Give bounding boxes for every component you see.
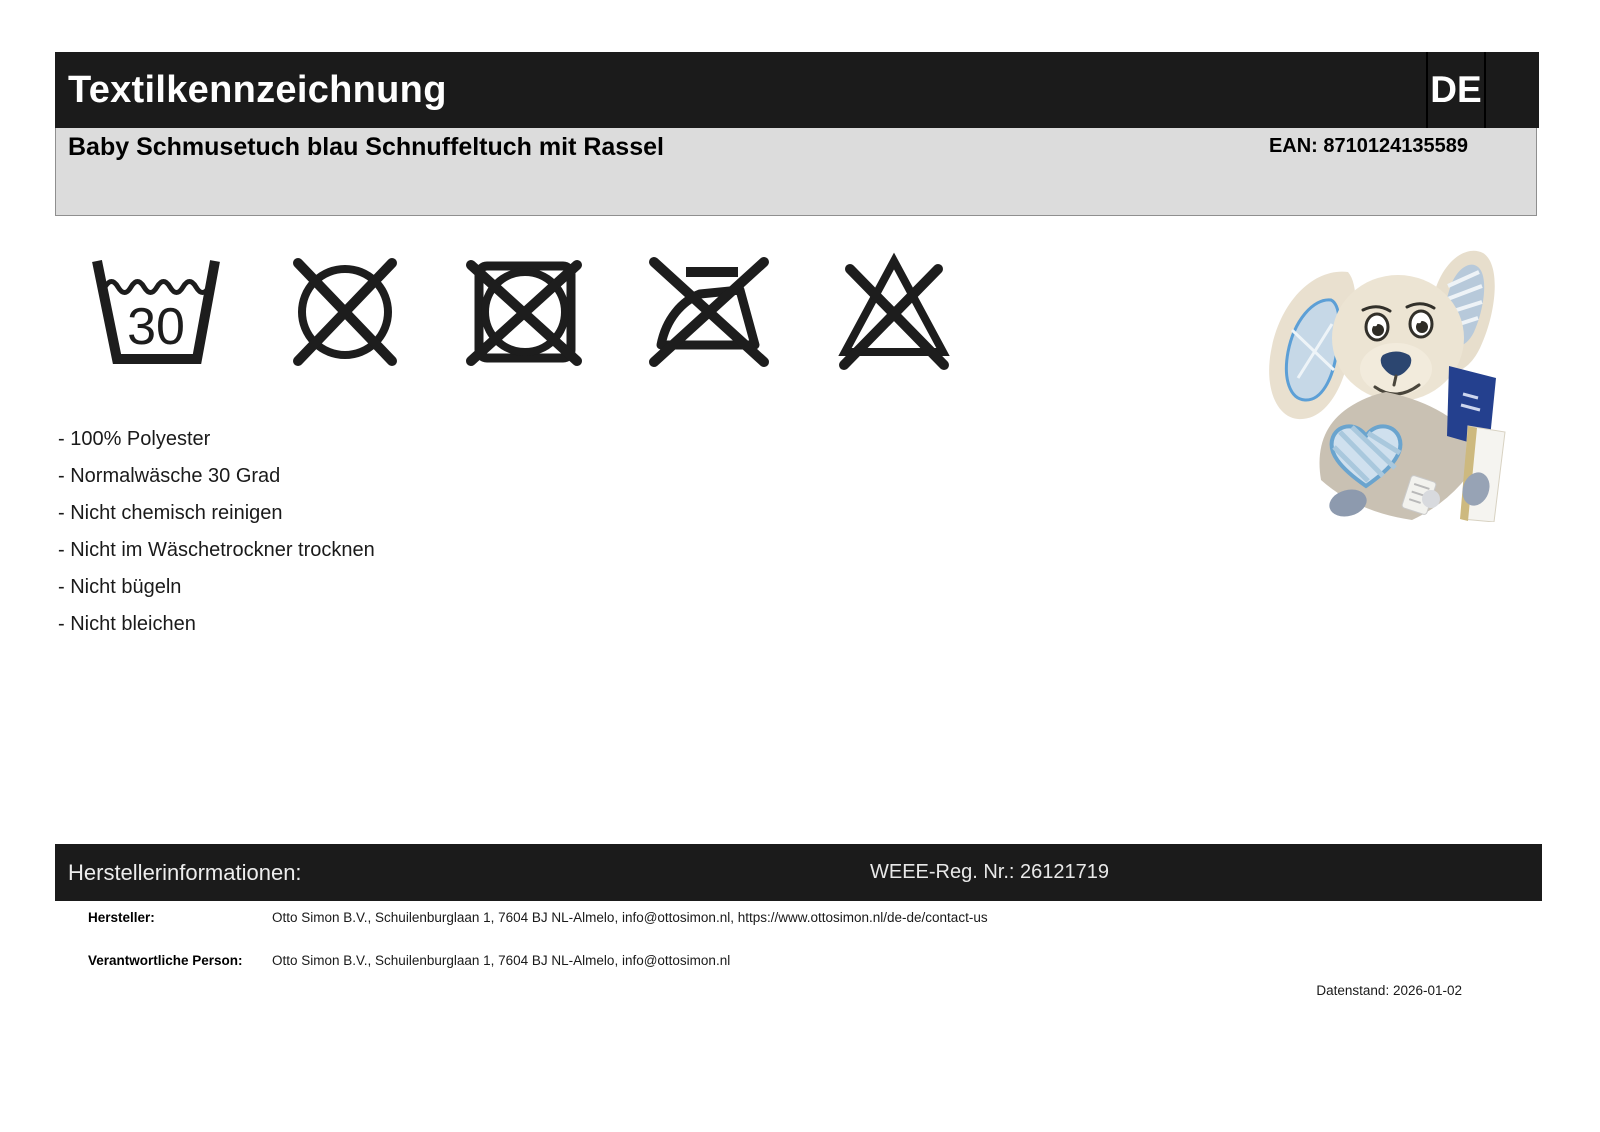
do-not-bleach-icon bbox=[832, 252, 956, 370]
manufacturer-label: Hersteller: bbox=[88, 910, 155, 925]
language-badge: DE bbox=[1426, 52, 1486, 128]
list-item: - 100% Polyester bbox=[58, 428, 211, 450]
manufacturer-row bbox=[88, 910, 988, 925]
do-not-dry-clean-icon bbox=[289, 254, 401, 370]
responsible-person-row bbox=[88, 953, 730, 968]
weee-registration-number: WEEE-Reg. Nr.: 26121719 bbox=[870, 861, 1110, 883]
responsible-person-value: Otto Simon B.V., Schuilenburglaan 1, 7604 BJ NL-Almelo, info@ottosimon.nl bbox=[272, 953, 731, 968]
ean-number: EAN: 8710124135589 bbox=[1268, 135, 1468, 157]
do-not-tumble-dry-icon bbox=[466, 252, 582, 372]
plush-rattle bbox=[1422, 490, 1440, 508]
manufacturer-value: Otto Simon B.V., Schuilenburglaan 1, 7604 BJ NL-Almelo, info@ottosimon.nl, https://www.ottosimon.nl/de-de/contact-us bbox=[272, 910, 988, 925]
header-spacer bbox=[1486, 52, 1539, 128]
list-item: - Normalwäsche 30 Grad bbox=[58, 465, 281, 487]
manufacturer-header-bar bbox=[55, 844, 1542, 901]
wash-temperature-label: 30 bbox=[127, 298, 185, 356]
page-title: Textilkennzeichnung bbox=[68, 68, 447, 111]
list-item: - Nicht chemisch reinigen bbox=[58, 502, 283, 524]
product-name: Baby Schmusetuch blau Schnuffeltuch mit Rassel bbox=[68, 133, 664, 161]
document-header-bar bbox=[55, 52, 1539, 128]
responsible-person-label: Verantwortliche Person: bbox=[88, 953, 243, 968]
manufacturer-section-title: Herstellerinformationen: bbox=[68, 860, 302, 885]
wash-30-icon bbox=[86, 256, 226, 370]
data-status-date: Datenstand: 2026-01-02 bbox=[1316, 983, 1462, 998]
product-image bbox=[1228, 226, 1512, 522]
list-item: - Nicht bleichen bbox=[58, 613, 196, 635]
care-instructions-list bbox=[58, 421, 375, 643]
product-subheader-bar bbox=[55, 128, 1537, 216]
do-not-iron-icon bbox=[646, 256, 770, 368]
list-item: - Nicht bügeln bbox=[58, 576, 182, 598]
list-item: - Nicht im Wäschetrockner trocknen bbox=[58, 539, 375, 561]
